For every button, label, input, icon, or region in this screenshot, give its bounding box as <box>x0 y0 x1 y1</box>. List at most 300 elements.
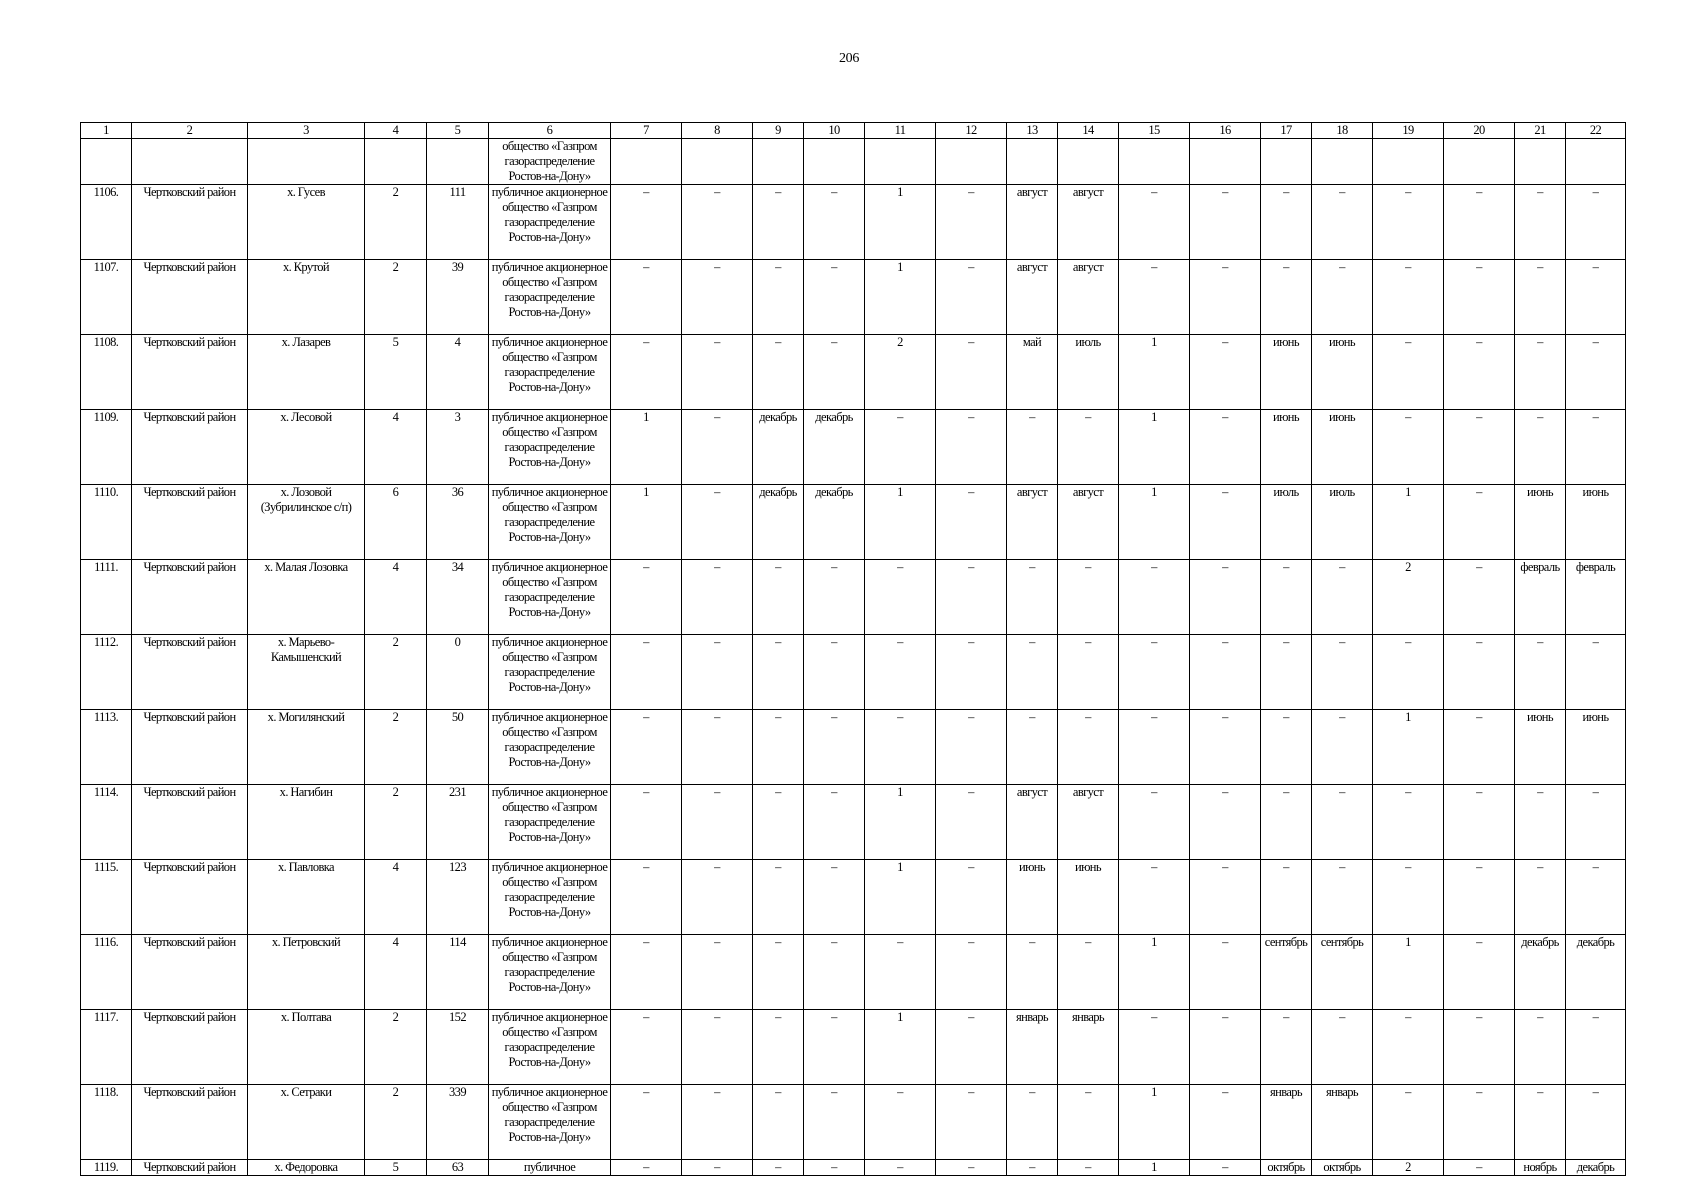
table-cell-col-12: – <box>936 185 1007 260</box>
table-cell-col-15 <box>1119 139 1190 185</box>
table-cell-col-3: х. Сетраки <box>248 1085 365 1160</box>
table-cell-col-18: – <box>1312 785 1373 860</box>
table-cell-col-10: – <box>804 1085 865 1160</box>
table-cell-col-20: – <box>1444 710 1515 785</box>
table-cell-col-8: – <box>682 1010 753 1085</box>
table-cell-col-16 <box>1190 139 1261 185</box>
table-cell-col-11: – <box>865 560 936 635</box>
table-cell-col-15: – <box>1119 860 1190 935</box>
table-cell-col-18: октябрь <box>1312 1160 1373 1176</box>
table-cell-col-2: 2 <box>132 123 248 139</box>
table-cell-col-8: – <box>682 1085 753 1160</box>
table-row <box>81 560 1626 635</box>
table-cell-col-7: – <box>611 260 682 335</box>
table-cell-col-19: – <box>1373 335 1444 410</box>
table-cell-col-13: – <box>1007 410 1058 485</box>
table-cell-col-19: – <box>1373 785 1444 860</box>
table-cell-col-7: 1 <box>611 410 682 485</box>
table-cell-col-14: – <box>1058 1085 1119 1160</box>
table-cell-col-11: 11 <box>865 123 936 139</box>
table-cell-col-12: – <box>936 1160 1007 1176</box>
table-cell-col-3: х. Лозовой (Зубрилинское с/п) <box>248 485 365 560</box>
table-cell-col-9: – <box>753 635 804 710</box>
table-cell-col-5: 3 <box>427 410 489 485</box>
table-cell-col-1: 1106. <box>81 185 132 260</box>
table-cell-col-16: – <box>1190 335 1261 410</box>
table-cell-col-9: – <box>753 560 804 635</box>
table-cell-col-4: 5 <box>365 1160 427 1176</box>
table-cell-col-13: август <box>1007 185 1058 260</box>
table-cell-col-11: – <box>865 1160 936 1176</box>
table-cell-col-11: 1 <box>865 185 936 260</box>
table-cell-col-2: Чертковский район <box>132 710 248 785</box>
table-cell-col-22: – <box>1566 335 1626 410</box>
table-cell-col-7: – <box>611 1085 682 1160</box>
table-cell-col-4: 2 <box>365 710 427 785</box>
table-cell-col-7: – <box>611 185 682 260</box>
table-cell-col-21: – <box>1515 860 1566 935</box>
table-cell-col-9: 9 <box>753 123 804 139</box>
table-cell-col-10: декабрь <box>804 410 865 485</box>
table-cell-col-16: – <box>1190 710 1261 785</box>
table-cell-col-22: – <box>1566 185 1626 260</box>
table-cell-col-4: 2 <box>365 785 427 860</box>
table-cell-col-17: – <box>1261 560 1312 635</box>
table-cell-col-6: публичное <box>489 1160 611 1176</box>
table-row <box>81 1010 1626 1085</box>
table-cell-col-22: – <box>1566 635 1626 710</box>
table-cell-col-12: – <box>936 410 1007 485</box>
table-cell-col-20: – <box>1444 260 1515 335</box>
table-cell-col-18: июль <box>1312 485 1373 560</box>
table-cell-col-1 <box>81 139 132 185</box>
table-cell-col-1: 1110. <box>81 485 132 560</box>
table-cell-col-9: – <box>753 1010 804 1085</box>
table-cell-col-13: январь <box>1007 1010 1058 1085</box>
table-cell-col-19: 1 <box>1373 935 1444 1010</box>
table-cell-col-17: сентябрь <box>1261 935 1312 1010</box>
table-cell-col-4: 2 <box>365 185 427 260</box>
table-cell-col-1: 1116. <box>81 935 132 1010</box>
table-cell-col-19: – <box>1373 1085 1444 1160</box>
table-cell-col-12: – <box>936 1085 1007 1160</box>
table-cell-col-18: – <box>1312 185 1373 260</box>
table-cell-col-3: х. Петровский <box>248 935 365 1010</box>
table-cell-col-5: 111 <box>427 185 489 260</box>
table-cell-col-21: февраль <box>1515 560 1566 635</box>
table-cell-col-10: – <box>804 335 865 410</box>
table-cell-col-12 <box>936 139 1007 185</box>
table-cell-col-13: август <box>1007 785 1058 860</box>
table-cell-col-9: – <box>753 935 804 1010</box>
table-cell-col-7 <box>611 139 682 185</box>
table-row <box>81 260 1626 335</box>
table-cell-col-6: публичное акционерное общество «Газпром газораспределение Ростов-на-Дону» <box>489 560 611 635</box>
table-cell-col-16: – <box>1190 260 1261 335</box>
table-cell-col-9: – <box>753 1160 804 1176</box>
table-cell-col-14: август <box>1058 485 1119 560</box>
table-cell-col-13 <box>1007 139 1058 185</box>
table-cell-col-17: – <box>1261 785 1312 860</box>
table-cell-col-12: – <box>936 260 1007 335</box>
table-cell-col-5: 339 <box>427 1085 489 1160</box>
table-cell-col-13: – <box>1007 710 1058 785</box>
table-cell-col-16: – <box>1190 935 1261 1010</box>
table-cell-col-15: – <box>1119 560 1190 635</box>
table-cell-col-18: сентябрь <box>1312 935 1373 1010</box>
table-cell-col-2: Чертковский район <box>132 1085 248 1160</box>
table-cell-col-9: – <box>753 1085 804 1160</box>
table-cell-col-17: – <box>1261 860 1312 935</box>
table-cell-col-7: – <box>611 860 682 935</box>
table-cell-col-6: 6 <box>489 123 611 139</box>
table-cell-col-5: 39 <box>427 260 489 335</box>
table-cell-col-2: Чертковский район <box>132 635 248 710</box>
table-cell-col-18: – <box>1312 560 1373 635</box>
table-cell-col-10: – <box>804 860 865 935</box>
table-cell-col-3 <box>248 139 365 185</box>
table-cell-col-18: июнь <box>1312 335 1373 410</box>
table-row <box>81 860 1626 935</box>
table-cell-col-4: 5 <box>365 335 427 410</box>
table-cell-col-2: Чертковский район <box>132 185 248 260</box>
table-cell-col-20: – <box>1444 560 1515 635</box>
table-cell-col-10: декабрь <box>804 485 865 560</box>
table-cell-col-19: – <box>1373 410 1444 485</box>
table-cell-col-15: 1 <box>1119 410 1190 485</box>
table-cell-col-3: х. Малая Лозовка <box>248 560 365 635</box>
table-cell-col-2: Чертковский район <box>132 410 248 485</box>
table-cell-col-5 <box>427 139 489 185</box>
table-cell-col-4: 4 <box>365 860 427 935</box>
table-cell-col-8: – <box>682 485 753 560</box>
table-cell-col-2: Чертковский район <box>132 560 248 635</box>
table-cell-col-20: – <box>1444 785 1515 860</box>
table-cell-col-19: – <box>1373 185 1444 260</box>
table-cell-col-16: – <box>1190 785 1261 860</box>
table-cell-col-10: – <box>804 260 865 335</box>
table-cell-col-2: Чертковский район <box>132 935 248 1010</box>
table-cell-col-11: – <box>865 710 936 785</box>
table-cell-col-2: Чертковский район <box>132 1010 248 1085</box>
table-cell-col-6: публичное акционерное общество «Газпром газораспределение Ростов-на-Дону» <box>489 410 611 485</box>
table-cell-col-18: – <box>1312 860 1373 935</box>
table-cell-col-22: – <box>1566 1010 1626 1085</box>
table-cell-col-16: – <box>1190 185 1261 260</box>
table-cell-col-13: 13 <box>1007 123 1058 139</box>
table-cell-col-17 <box>1261 139 1312 185</box>
table-cell-col-7: – <box>611 710 682 785</box>
table-cell-col-21: декабрь <box>1515 935 1566 1010</box>
table-cell-col-8: – <box>682 935 753 1010</box>
table-cell-col-20: – <box>1444 860 1515 935</box>
table-cell-col-21: – <box>1515 635 1566 710</box>
table-cell-col-8: – <box>682 785 753 860</box>
table-cell-col-1: 1114. <box>81 785 132 860</box>
table-cell-col-3: х. Гусев <box>248 185 365 260</box>
table-row <box>81 485 1626 560</box>
table-cell-col-22 <box>1566 139 1626 185</box>
table-cell-col-14: – <box>1058 710 1119 785</box>
table-cell-col-21: – <box>1515 260 1566 335</box>
table-body <box>81 123 1626 1176</box>
table-cell-col-20: – <box>1444 485 1515 560</box>
table-cell-col-9: – <box>753 335 804 410</box>
table-cell-col-4: 4 <box>365 410 427 485</box>
table-cell-col-10: – <box>804 560 865 635</box>
table-cell-col-8: – <box>682 335 753 410</box>
table-cell-col-11: 1 <box>865 785 936 860</box>
table-cell-col-22: февраль <box>1566 560 1626 635</box>
table-cell-col-14: август <box>1058 260 1119 335</box>
table-cell-col-18: январь <box>1312 1085 1373 1160</box>
table-cell-col-18: 18 <box>1312 123 1373 139</box>
table-cell-col-11: 2 <box>865 335 936 410</box>
table-cell-col-5: 36 <box>427 485 489 560</box>
table-cell-col-8: – <box>682 1160 753 1176</box>
table-cell-col-7: – <box>611 335 682 410</box>
table-cell-col-8: – <box>682 635 753 710</box>
table-cell-col-5: 5 <box>427 123 489 139</box>
table-cell-col-19: – <box>1373 635 1444 710</box>
table-cell-col-22: декабрь <box>1566 935 1626 1010</box>
table-cell-col-14: август <box>1058 185 1119 260</box>
table-cell-col-7: – <box>611 1160 682 1176</box>
table-cell-col-3: х. Лесовой <box>248 410 365 485</box>
table-cell-col-9: – <box>753 260 804 335</box>
table-cell-col-20: – <box>1444 1085 1515 1160</box>
table-row <box>81 710 1626 785</box>
table-cell-col-11: 1 <box>865 485 936 560</box>
table-cell-col-8: – <box>682 860 753 935</box>
table-cell-col-16: – <box>1190 410 1261 485</box>
table-cell-col-9: – <box>753 710 804 785</box>
table-cell-col-17: октябрь <box>1261 1160 1312 1176</box>
table-cell-col-3: х. Крутой <box>248 260 365 335</box>
table-cell-col-10: – <box>804 635 865 710</box>
table-cell-col-17: 17 <box>1261 123 1312 139</box>
table-cell-col-11 <box>865 139 936 185</box>
table-cell-col-20: – <box>1444 185 1515 260</box>
table-cell-col-18 <box>1312 139 1373 185</box>
table-cell-col-6: публичное акционерное общество «Газпром газораспределение Ростов-на-Дону» <box>489 485 611 560</box>
table-cell-col-10: – <box>804 710 865 785</box>
table-cell-col-10: – <box>804 785 865 860</box>
table-cell-col-13: – <box>1007 1160 1058 1176</box>
table-cell-col-1: 1119. <box>81 1160 132 1176</box>
table-cell-col-1: 1115. <box>81 860 132 935</box>
table-cell-col-7: – <box>611 560 682 635</box>
table-cell-col-20: – <box>1444 1010 1515 1085</box>
table-cell-col-15: – <box>1119 260 1190 335</box>
table-cell-col-18: – <box>1312 260 1373 335</box>
table-cell-col-21: – <box>1515 1010 1566 1085</box>
table-cell-col-19: – <box>1373 860 1444 935</box>
table-cell-col-5: 231 <box>427 785 489 860</box>
table-cell-col-3: х. Лазарев <box>248 335 365 410</box>
table-cell-col-6: публичное акционерное общество «Газпром газораспределение Ростов-на-Дону» <box>489 710 611 785</box>
table-cell-col-8: – <box>682 260 753 335</box>
table-cell-col-15: – <box>1119 635 1190 710</box>
table-cell-col-5: 34 <box>427 560 489 635</box>
table-cell-col-6: публичное акционерное общество «Газпром газораспределение Ростов-на-Дону» <box>489 335 611 410</box>
table-cell-col-5: 123 <box>427 860 489 935</box>
table-cell-col-13: – <box>1007 635 1058 710</box>
table-cell-col-20: – <box>1444 335 1515 410</box>
table-cell-col-6: общество «Газпром газораспределение Ростов-на-Дону» <box>489 139 611 185</box>
table-cell-col-20: 20 <box>1444 123 1515 139</box>
table-cell-col-18: июнь <box>1312 410 1373 485</box>
table-cell-col-8 <box>682 139 753 185</box>
table-cell-col-14: – <box>1058 410 1119 485</box>
table-cell-col-17: – <box>1261 260 1312 335</box>
table-cell-col-20: – <box>1444 935 1515 1010</box>
table-cell-col-14: июнь <box>1058 860 1119 935</box>
table-cell-col-3: 3 <box>248 123 365 139</box>
continuation-row <box>81 139 1626 185</box>
table-cell-col-20: – <box>1444 410 1515 485</box>
table-cell-col-22: июнь <box>1566 485 1626 560</box>
table-cell-col-16: – <box>1190 635 1261 710</box>
table-cell-col-2: Чертковский район <box>132 1160 248 1176</box>
table-cell-col-10: – <box>804 1160 865 1176</box>
table-cell-col-8: – <box>682 710 753 785</box>
table-cell-col-19: 2 <box>1373 560 1444 635</box>
table-cell-col-2: Чертковский район <box>132 260 248 335</box>
table-cell-col-19: 1 <box>1373 710 1444 785</box>
table-row <box>81 335 1626 410</box>
table-cell-col-9: – <box>753 785 804 860</box>
table-cell-col-14: – <box>1058 935 1119 1010</box>
table-cell-col-16: – <box>1190 1010 1261 1085</box>
table-cell-col-4: 2 <box>365 635 427 710</box>
table-cell-col-17: январь <box>1261 1085 1312 1160</box>
table-cell-col-22: – <box>1566 785 1626 860</box>
table-cell-col-17: – <box>1261 710 1312 785</box>
table-cell-col-7: – <box>611 785 682 860</box>
table-cell-col-1: 1109. <box>81 410 132 485</box>
table-cell-col-7: 1 <box>611 485 682 560</box>
table-cell-col-16: – <box>1190 1085 1261 1160</box>
table-cell-col-21: – <box>1515 185 1566 260</box>
table-cell-col-3: х. Павловка <box>248 860 365 935</box>
table-cell-col-12: 12 <box>936 123 1007 139</box>
table-cell-col-5: 50 <box>427 710 489 785</box>
table-cell-col-12: – <box>936 785 1007 860</box>
table-cell-col-19: – <box>1373 260 1444 335</box>
table-cell-col-13: – <box>1007 935 1058 1010</box>
table-cell-col-21: – <box>1515 785 1566 860</box>
header-row <box>81 123 1626 139</box>
table-cell-col-9: декабрь <box>753 410 804 485</box>
table-cell-col-21: ноябрь <box>1515 1160 1566 1176</box>
table-cell-col-14 <box>1058 139 1119 185</box>
table-cell-col-9: декабрь <box>753 485 804 560</box>
table-cell-col-1: 1108. <box>81 335 132 410</box>
table-cell-col-6: публичное акционерное общество «Газпром газораспределение Ростов-на-Дону» <box>489 1085 611 1160</box>
table-cell-col-11: 1 <box>865 1010 936 1085</box>
table-cell-col-22: декабрь <box>1566 1160 1626 1176</box>
table-cell-col-5: 152 <box>427 1010 489 1085</box>
page-number: 206 <box>838 51 860 66</box>
table-cell-col-4: 6 <box>365 485 427 560</box>
table-cell-col-15: – <box>1119 1010 1190 1085</box>
table-cell-col-1: 1107. <box>81 260 132 335</box>
table-cell-col-17: июнь <box>1261 410 1312 485</box>
table-cell-col-15: 1 <box>1119 935 1190 1010</box>
table-cell-col-11: – <box>865 1085 936 1160</box>
table-cell-col-15: 1 <box>1119 485 1190 560</box>
table-cell-col-19: 2 <box>1373 1160 1444 1176</box>
table-cell-col-7: – <box>611 635 682 710</box>
table-cell-col-6: публичное акционерное общество «Газпром газораспределение Ростов-на-Дону» <box>489 260 611 335</box>
table-cell-col-12: – <box>936 1010 1007 1085</box>
table-cell-col-1: 1118. <box>81 1085 132 1160</box>
table-cell-col-4: 2 <box>365 1010 427 1085</box>
table-cell-col-5: 4 <box>427 335 489 410</box>
table-cell-col-21 <box>1515 139 1566 185</box>
table-cell-col-10: – <box>804 935 865 1010</box>
table-cell-col-13: август <box>1007 260 1058 335</box>
table-cell-col-13: август <box>1007 485 1058 560</box>
table-cell-col-16: – <box>1190 560 1261 635</box>
table-cell-col-13: – <box>1007 560 1058 635</box>
table-cell-col-11: – <box>865 935 936 1010</box>
table-cell-col-7: 7 <box>611 123 682 139</box>
table-cell-col-6: публичное акционерное общество «Газпром газораспределение Ростов-на-Дону» <box>489 1010 611 1085</box>
table-cell-col-1: 1117. <box>81 1010 132 1085</box>
table-cell-col-12: – <box>936 860 1007 935</box>
table-cell-col-2: Чертковский район <box>132 860 248 935</box>
table-cell-col-2: Чертковский район <box>132 485 248 560</box>
table-cell-col-8: – <box>682 410 753 485</box>
table-cell-col-4: 2 <box>365 260 427 335</box>
table-cell-col-21: – <box>1515 1085 1566 1160</box>
table-cell-col-6: публичное акционерное общество «Газпром газораспределение Ростов-на-Дону» <box>489 785 611 860</box>
table-cell-col-15: – <box>1119 785 1190 860</box>
table-cell-col-15: – <box>1119 710 1190 785</box>
table-cell-col-16: – <box>1190 860 1261 935</box>
table-cell-col-13: май <box>1007 335 1058 410</box>
table-cell-col-19: – <box>1373 1010 1444 1085</box>
table-cell-col-5: 63 <box>427 1160 489 1176</box>
table-cell-col-5: 114 <box>427 935 489 1010</box>
table-cell-col-11: – <box>865 410 936 485</box>
table-cell-col-2 <box>132 139 248 185</box>
table-cell-col-21: июнь <box>1515 485 1566 560</box>
table-cell-col-6: публичное акционерное общество «Газпром газораспределение Ростов-на-Дону» <box>489 860 611 935</box>
table-cell-col-4: 4 <box>365 123 427 139</box>
table-cell-col-4: 2 <box>365 1085 427 1160</box>
table-cell-col-11: 1 <box>865 860 936 935</box>
table-cell-col-11: – <box>865 635 936 710</box>
table-cell-col-1: 1 <box>81 123 132 139</box>
table-cell-col-17: июль <box>1261 485 1312 560</box>
table-cell-col-22: июнь <box>1566 710 1626 785</box>
table-cell-col-17: июнь <box>1261 335 1312 410</box>
table-cell-col-17: – <box>1261 1010 1312 1085</box>
table-cell-col-14: январь <box>1058 1010 1119 1085</box>
table-cell-col-19: 19 <box>1373 123 1444 139</box>
table-cell-col-15: 1 <box>1119 1085 1190 1160</box>
table-cell-col-22: – <box>1566 260 1626 335</box>
table-cell-col-17: – <box>1261 185 1312 260</box>
table-cell-col-11: 1 <box>865 260 936 335</box>
table-cell-col-19 <box>1373 139 1444 185</box>
table-cell-col-15: 1 <box>1119 335 1190 410</box>
table-cell-col-8: – <box>682 560 753 635</box>
table-cell-col-3: х. Полтава <box>248 1010 365 1085</box>
